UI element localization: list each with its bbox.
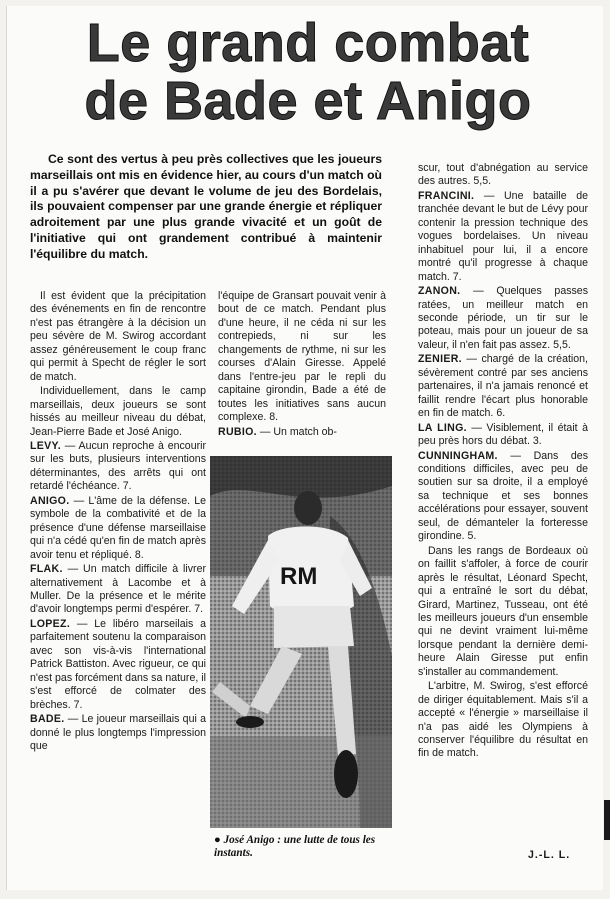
player-rating-lopez xyxy=(30,618,206,712)
match-photo xyxy=(210,456,392,828)
article-headline xyxy=(28,14,588,130)
photo-caption xyxy=(214,834,394,860)
player-rating-rubio xyxy=(218,426,386,439)
caption-bullet-icon: ● xyxy=(214,834,221,846)
player-name: ZENIER. xyxy=(418,353,462,366)
player-name: LA LING. xyxy=(418,421,467,434)
paragraph: Individuellement, dans le camp marseillais, deux joueurs se sont hissés au meilleur niveau du débat, Jean-Pierre Bade et José Anigo. xyxy=(30,385,206,438)
author-signature: J.-L. L. xyxy=(528,849,571,861)
paragraph: l'équipe de Gransart pouvait venir à bout de ce match. Pendant plus d'une heure, il ne céda ni sur les contrepieds, ni sur les changements de rythme, ni sur les courses d'Alain Giresse. Appelé dans l'entre-jeu par le repli du capitaine girondin, Bade a été de toutes les initiatives sans aucun complexe. 8. xyxy=(218,290,386,424)
player-rating-levy xyxy=(30,440,206,494)
player-name: ZANON. xyxy=(418,285,461,298)
player-name: ANIGO. xyxy=(30,494,70,507)
paragraph: Il est évident que la précipitation des événements en fin de rencontre n'est pas étrangère à la décision un peu sévère de M. Swirog accordant assez généreusement le coup franc qui permit à Specht de régler le sort de match. xyxy=(30,290,206,383)
player-rating-flak xyxy=(30,563,206,617)
article-lead: Ce sont des vertus à peu près collectives que les joueurs marseillais ont mis en évidence hier, au cours d'un match où il a pu s'avérer que devant le volume de jeu des Bordelais, ils pouvaient compenser par une grande énergie et répliquer adroitement par une plus grande vivacité et un goût de l'initiative qui ont grandement contribué à maintenir l'équilibre du match. xyxy=(30,152,382,261)
player-name: FLAK. xyxy=(30,563,63,576)
column-2 xyxy=(218,290,386,440)
player-comment: — L'âme de la défense. Le symbole de la combativité et de la présence d'une défense marseillaise qui n'a cédé qu'en fin de match après avoir tenu et répliqué. 8. xyxy=(30,494,206,561)
player-comment: — Quelques passes ratées, un meilleur match en seconde période, un tir sur le poteau, mais pour un joueur de sa valeur, il n'en fait pas assez. 5,5. xyxy=(418,285,588,351)
player-comment: — Une bataille de tranchée devant le but de Lévy pour contenir la pression technique des vogues bordelaises. Un niveau inhabituel pour lui, il a encore montré qu'il progresse à chaque match. 7. xyxy=(418,189,588,283)
player-rating-bade xyxy=(30,713,206,753)
player-comment: — Le libéro marseilais a parfaitement soutenu la comparaison avec son vis-à-vis l'international Patrick Battiston. Avec rigueur, ce qui n'est pas forcément dans sa nature, il s'est efforcé de colmater des brèches. 7. xyxy=(30,617,206,711)
player-comment: — Aucun reproche à encourir sur les buts, plusieurs interventions déterminantes, des arrêts qui ont retardé l'échéance. 7. xyxy=(30,439,206,493)
player-rating-cunningham xyxy=(418,450,588,544)
player-name: FRANCINI. xyxy=(418,189,475,202)
player-comment: — chargé de la création, sévèrement contré par ses anciens partenaires, il n'a jamais renoncé et faillit rendre l'écart plus honorable en fin de match. 6. xyxy=(418,353,588,420)
player-rating-la-ling xyxy=(418,422,588,449)
paragraph: Dans les rangs de Bordeaux où on faillit s'affoler, à force de courir après le résultat, Léonard Specht, qui a entraîné le sort du débat, Girard, Martinez, Tusseau, ont été les meilleurs joueurs d'un ensemble qui ne devint vraiment lui-même lorsque pendant la dernière demi-heure Alain Giresse put enfin s'installer au commandement. xyxy=(418,544,588,678)
player-comment: — Un match difficile à livrer alternativement à Lacombe et à Muller. De la présence et le mérite d'avoir longtemps permi d'espérer. 7. xyxy=(30,563,206,616)
column-3 xyxy=(418,162,588,762)
player-name: RUBIO. xyxy=(218,425,257,438)
headline-line-2: de Bade et Anigo xyxy=(84,71,532,131)
scan-edge-mark xyxy=(604,800,610,840)
photo-image xyxy=(210,456,392,828)
player-comment: — Le joueur marseillais qui a donné le plus longtemps l'impression que xyxy=(30,713,206,752)
player-name: LOPEZ. xyxy=(30,617,71,630)
shirt-lettering: RM xyxy=(280,563,318,590)
column-1 xyxy=(30,290,206,754)
caption-text: José Anigo : une lutte de tous les instants. xyxy=(214,834,376,859)
player-name: BADE. xyxy=(30,713,65,726)
player-name: CUNNINGHAM. xyxy=(418,449,498,462)
player-rating-anigo xyxy=(30,495,206,562)
paragraph: L'arbitre, M. Swirog, s'est efforcé de diriger équitablement. Mais s'il a accepté « l'énergie » marseillaise il n'a pas aidé les Olympiens à conserver l'équilibre du résultat en fin de match. xyxy=(418,680,588,760)
player-name: LEVY. xyxy=(30,439,61,452)
player-rating-francini xyxy=(418,190,588,284)
player-comment: — Visiblement, il était à peu près hors du débat. 3. xyxy=(418,421,588,448)
player-comment: — Un match ob- xyxy=(256,425,337,438)
player-comment: — Dans des conditions difficiles, avec peu de soutien sur sa droite, il a employé sa technique et ses bonnes accélérations pour essayer, souvent seul, de démanteler la forteresse girondine. 5. xyxy=(418,449,588,543)
headline-line-1: Le grand combat xyxy=(86,13,530,73)
player-rating-zenier xyxy=(418,353,588,420)
player-rating-zanon xyxy=(418,285,588,352)
paragraph: scur, tout d'abnégation au service des autres. 5,5. xyxy=(418,162,588,188)
